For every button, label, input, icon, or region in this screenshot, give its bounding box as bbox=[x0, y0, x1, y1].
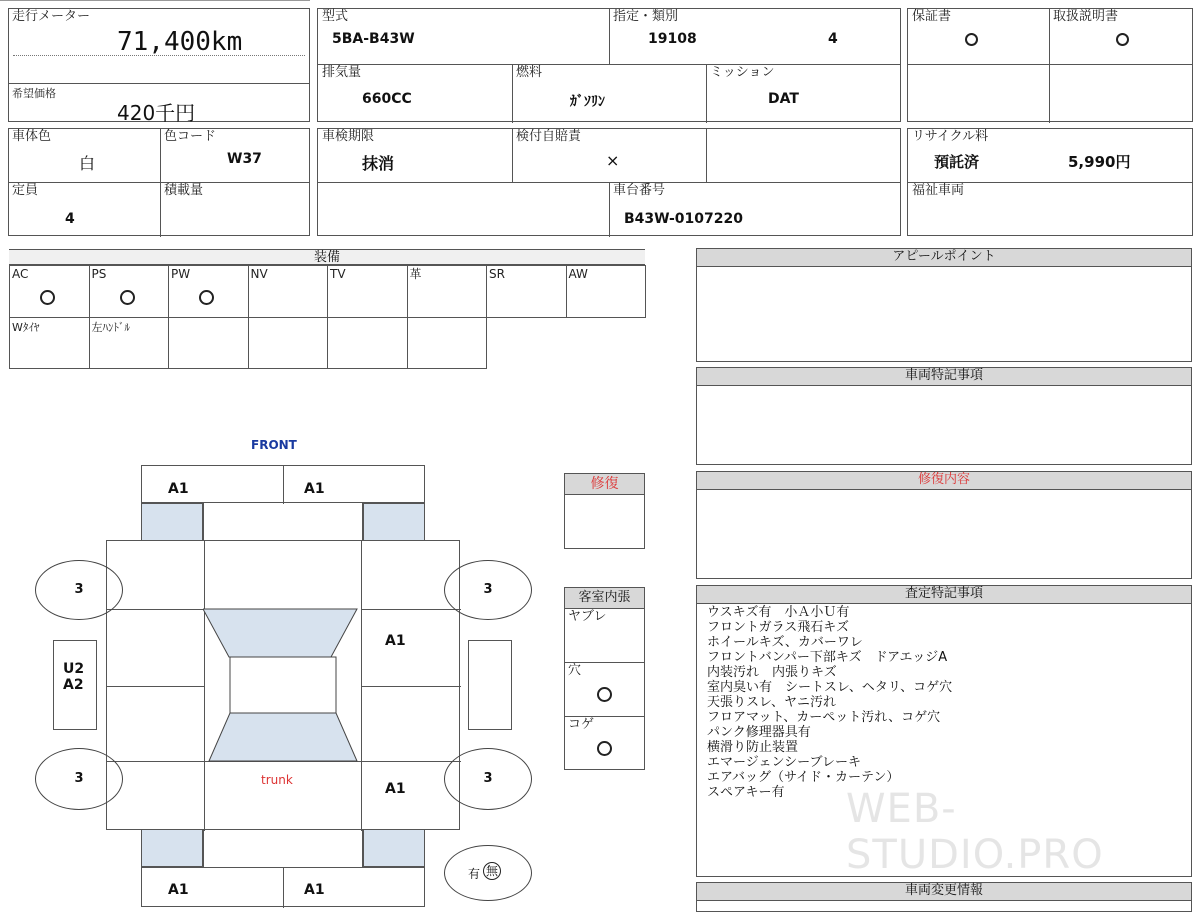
equipment-label: AW bbox=[568, 267, 588, 281]
tire-rear-right: 3 bbox=[444, 748, 532, 810]
mark-left-side: U2 A2 bbox=[63, 661, 85, 693]
recycle-box bbox=[907, 128, 1193, 236]
rear-bumper bbox=[141, 867, 425, 907]
front-right-light bbox=[363, 503, 425, 541]
interior-label: コゲ bbox=[568, 717, 595, 732]
price-label: 希望価格 bbox=[12, 87, 56, 100]
inspection-note-line: 天張りスレ、ヤニ汚れ bbox=[707, 695, 836, 710]
equipment-cell bbox=[89, 265, 170, 318]
chassis-label: 車台番号 bbox=[613, 183, 666, 198]
displacement-value: 660CC bbox=[362, 91, 412, 107]
equipment-cell bbox=[566, 265, 647, 318]
inspection-note-line: ウスキズ有 小Ａ小Ｕ有 bbox=[707, 605, 850, 620]
appeal-panel bbox=[696, 248, 1192, 362]
equipment-cell bbox=[327, 317, 408, 369]
equipment-cell bbox=[327, 265, 408, 318]
cabin-glass bbox=[203, 605, 363, 765]
spare-yes: 有 bbox=[468, 867, 481, 881]
mark-front-right: A1 bbox=[304, 481, 325, 497]
vehicle-notes-panel bbox=[696, 367, 1192, 465]
mileage-price-box bbox=[8, 8, 310, 125]
equipment-cell bbox=[9, 317, 90, 369]
hood bbox=[203, 503, 363, 541]
fuel-value: ｶﾞｿﾘﾝ bbox=[570, 94, 605, 110]
damage-diagram bbox=[30, 430, 550, 900]
transmission-label: ミッション bbox=[710, 65, 775, 80]
rear-left-light bbox=[141, 829, 203, 867]
interior-circle-mark bbox=[597, 741, 612, 756]
vehicle-notes-title: 車両特記事項 bbox=[697, 368, 1191, 386]
equipment-cell bbox=[248, 265, 329, 318]
inspection-note-line: 室内臭い有 シートスレ、ヘタリ、コゲ穴 bbox=[707, 680, 953, 695]
interior-row bbox=[565, 662, 644, 717]
equipment-circle-mark bbox=[120, 290, 135, 305]
equipment-title: 装備 bbox=[9, 249, 645, 265]
interior-label: ヤブレ bbox=[568, 609, 607, 624]
repair-detail-panel bbox=[696, 471, 1192, 579]
mileage-label: 走行メーター bbox=[12, 9, 91, 24]
interior-title: 客室内張 bbox=[565, 588, 644, 609]
equipment-cell bbox=[168, 265, 249, 318]
inspection-note-line: フロントバンパー下部キズ ドアエッジA bbox=[707, 650, 948, 665]
designation-label: 指定・類別 bbox=[613, 9, 679, 24]
inspection-note-line: パンク修理器具有 bbox=[707, 725, 811, 740]
trunk-label: trunk bbox=[261, 773, 293, 787]
model-label: 型式 bbox=[322, 9, 349, 24]
right-side-panel bbox=[468, 640, 512, 730]
mark-front-left: A1 bbox=[168, 481, 189, 497]
equipment-cell bbox=[9, 265, 90, 318]
fuel-label: 燃料 bbox=[516, 65, 543, 80]
capacity-label: 定員 bbox=[12, 183, 39, 198]
load-label: 積載量 bbox=[164, 183, 204, 198]
equipment-cell bbox=[89, 317, 170, 369]
inspection-value: 抹消 bbox=[362, 154, 395, 173]
interior-label: 穴 bbox=[568, 663, 582, 678]
front-bumper bbox=[141, 465, 425, 503]
watermark: WEB-STUDIO.PRO bbox=[846, 786, 1104, 878]
equipment-label: Wﾀｲﾔ bbox=[12, 321, 40, 334]
spare-no: 無 bbox=[483, 862, 501, 880]
insurance-label: 検付自賠責 bbox=[516, 129, 582, 144]
equipment-label: PW bbox=[171, 267, 191, 281]
model-box bbox=[317, 8, 901, 122]
tire-rear-left: 3 bbox=[35, 748, 123, 810]
chassis-value: B43W-0107220 bbox=[624, 211, 743, 227]
equipment-label: AC bbox=[12, 267, 29, 281]
equipment-table bbox=[9, 249, 645, 369]
recycle-status: 預託済 bbox=[934, 153, 980, 171]
interior-box bbox=[564, 587, 645, 770]
warranty-circle-mark bbox=[965, 33, 978, 46]
body-color-label: 車体色 bbox=[12, 129, 52, 144]
left-side-panel bbox=[53, 640, 97, 730]
manual-label: 取扱説明書 bbox=[1053, 9, 1119, 24]
transmission-value: DAT bbox=[768, 91, 799, 107]
interior-row bbox=[565, 608, 644, 663]
mark-right-front-door: A1 bbox=[385, 633, 406, 649]
recycle-fee: 5,990円 bbox=[1068, 153, 1131, 171]
repair-box bbox=[564, 473, 645, 549]
change-info-panel bbox=[696, 882, 1192, 912]
welfare-label: 福祉車両 bbox=[912, 183, 965, 198]
body-color-value: 白 bbox=[79, 154, 96, 173]
equipment-circle-mark bbox=[40, 290, 55, 305]
recycle-label: リサイクル料 bbox=[912, 129, 989, 144]
designation-value: 19108 bbox=[648, 31, 697, 47]
capacity-value: 4 bbox=[65, 211, 75, 227]
mileage-value: 71,400km bbox=[117, 27, 243, 57]
equipment-label: 革 bbox=[409, 267, 422, 281]
warranty-box bbox=[907, 8, 1193, 122]
trunk-lid bbox=[203, 829, 363, 867]
interior-row bbox=[565, 716, 644, 770]
inspection-note-line: フロアマット、カーペット汚れ、コゲ穴 bbox=[707, 710, 941, 725]
equipment-label: 左ﾊﾝﾄﾞﾙ bbox=[91, 321, 130, 334]
rear-right-light bbox=[363, 829, 425, 867]
insurance-value: × bbox=[606, 151, 620, 170]
tire-front-left: 3 bbox=[35, 560, 123, 620]
interior-circle-mark bbox=[597, 687, 612, 702]
inspection-note-line: 内装汚れ 内張りキズ bbox=[707, 665, 837, 680]
equipment-label: PS bbox=[91, 267, 107, 281]
equipment-label: SR bbox=[489, 267, 505, 281]
color-code-label: 色コード bbox=[164, 129, 217, 144]
manual-circle-mark bbox=[1116, 33, 1129, 46]
class-value: 4 bbox=[828, 31, 838, 47]
mark-rear-right: A1 bbox=[304, 882, 325, 898]
equipment-label: NV bbox=[250, 267, 268, 281]
equipment-cell bbox=[407, 317, 488, 369]
equipment-circle-mark bbox=[199, 290, 214, 305]
front-label: FRONT bbox=[251, 438, 297, 452]
warranty-label: 保証書 bbox=[912, 9, 952, 24]
inspection-box bbox=[317, 128, 901, 236]
tire-front-right: 3 bbox=[444, 560, 532, 620]
mark-rear-left: A1 bbox=[168, 882, 189, 898]
repair-detail-title: 修復内容 bbox=[697, 472, 1191, 490]
body-color-box bbox=[8, 128, 310, 236]
inspection-note-line: エアバッグ（サイド・カーテン） bbox=[707, 770, 900, 785]
model-value: 5BA-B43W bbox=[332, 31, 415, 47]
color-code-value: W37 bbox=[227, 151, 262, 167]
inspection-note-line: エマージェンシーブレーキ bbox=[707, 755, 861, 770]
spare-tire bbox=[444, 845, 532, 901]
price-value: 420千円 bbox=[117, 101, 196, 125]
mark-right-rear-door: A1 bbox=[385, 781, 406, 797]
inspection-note-line: ホイールキズ、カバーワレ bbox=[707, 635, 863, 650]
inspection-label: 車検期限 bbox=[322, 129, 375, 144]
repair-title: 修復 bbox=[565, 474, 644, 495]
inspection-note-line: フロントガラス飛石キズ bbox=[707, 620, 849, 635]
inspection-notes-title: 査定特記事項 bbox=[697, 586, 1191, 604]
equipment-cell bbox=[486, 265, 567, 318]
displacement-label: 排気量 bbox=[322, 65, 362, 80]
change-info-title: 車両変更情報 bbox=[697, 883, 1191, 901]
equipment-cell bbox=[248, 317, 329, 369]
inspection-note-line: 横滑り防止装置 bbox=[707, 740, 799, 755]
front-left-light bbox=[141, 503, 203, 541]
equipment-cell bbox=[168, 317, 249, 369]
equipment-cell bbox=[407, 265, 488, 318]
appeal-title: アピールポイント bbox=[697, 249, 1191, 267]
inspection-note-line: スペアキー有 bbox=[707, 785, 785, 800]
equipment-label: TV bbox=[330, 267, 346, 281]
